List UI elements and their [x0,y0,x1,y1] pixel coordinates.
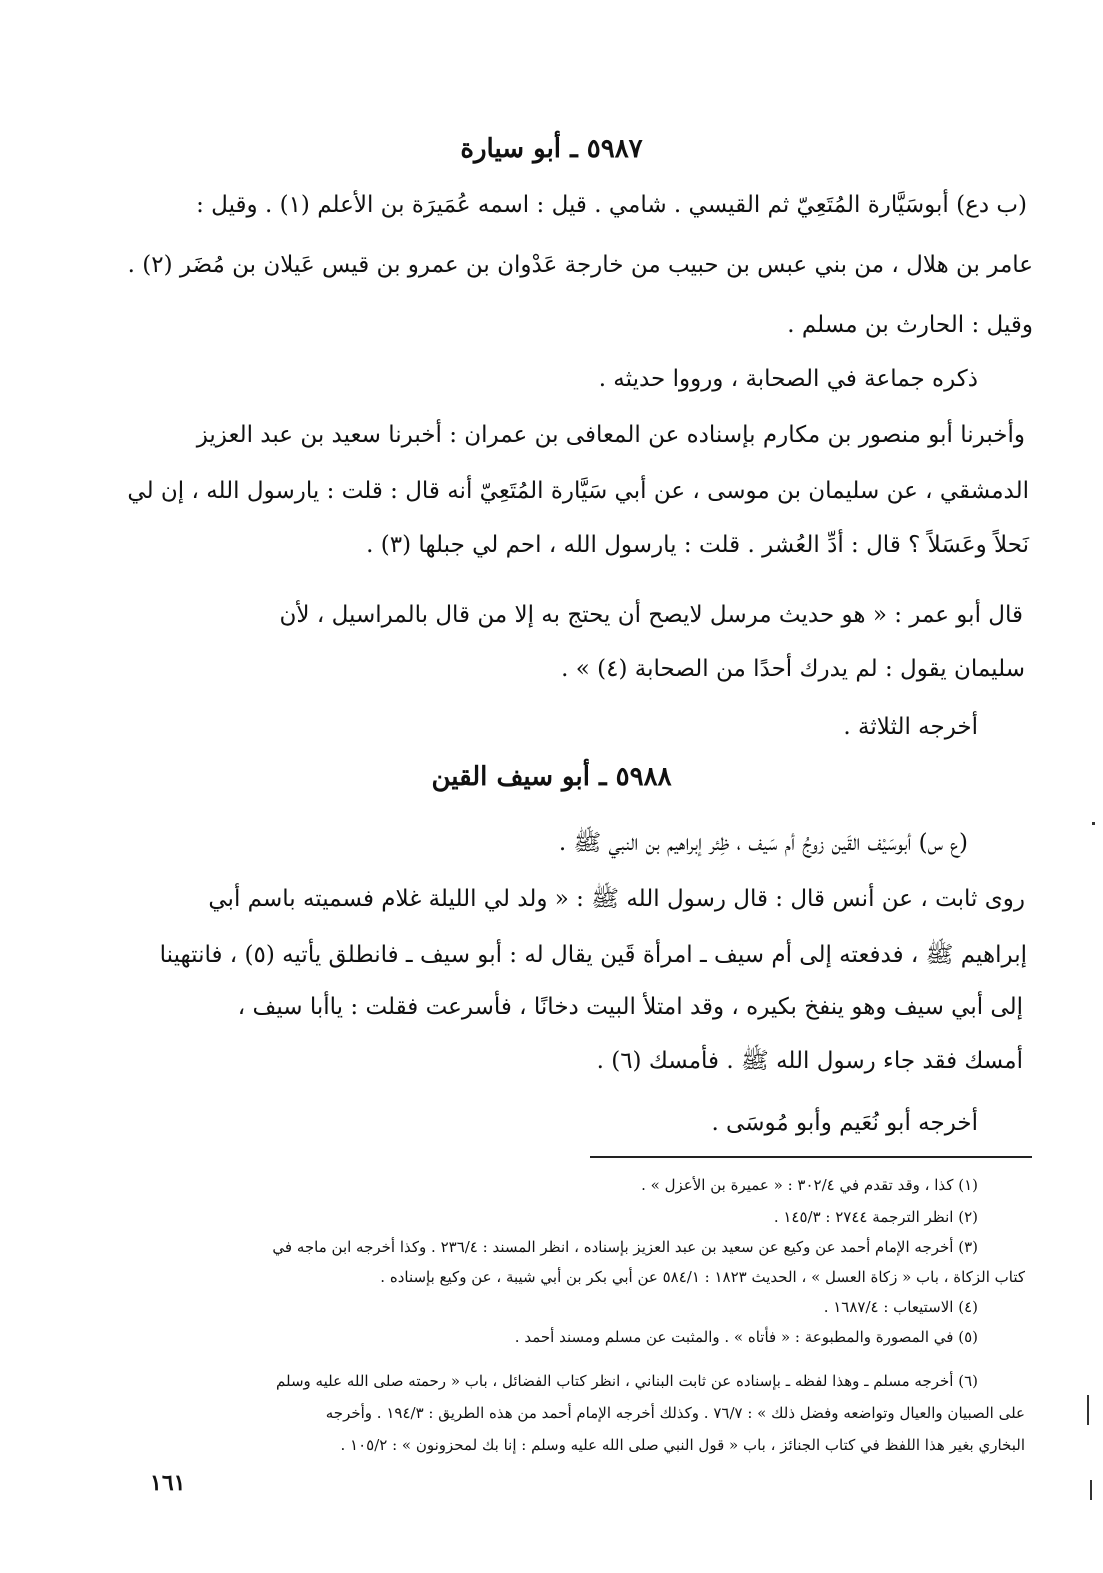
footnote: (٢) انظر الترجمة ٢٧٤٤ : ١٤٥/٣ . [773,1208,978,1226]
footnote: (١) كذا ، وقد تقدم في ٣٠٢/٤ : « عميرة بن الأعزل » . [641,1176,978,1194]
body-line: (ب دع) أبوسَيَّارة المُتَعِيّ ثم القيسي . شامي . قيل : اسمه عُمَيرَة بن الأعلم (١) . وقيل : [196,192,1027,218]
body-line: نَحلاً وعَسَلاً ؟ قال : أدِّ العُشر . قلت : يارسول الله ، احم لي جبلها (٣) . [366,532,1029,558]
footnote: (٥) في المصورة والمطبوعة : « فأتاه » . والمثبت عن مسلم ومسند أحمد . [514,1328,978,1346]
page-number: ١٦١ [150,1470,186,1496]
scan-edge-mark [1090,1480,1092,1500]
body-line: (ع س) أبوسَيْف القَين زوجُ أم سَيف ، ظِئر إبراهيم بن النبي ﷺ . [558,830,968,856]
body-line: إلى أبي سيف وهو ينفخ بكيره ، وقد امتلأ البيت دخانًا ، فأسرعت فقلت : ياأبا سيف ، [237,994,1023,1020]
footnote: (٤) الاستيعاب : ١٦٨٧/٤ . [823,1298,978,1316]
body-line: أخرجه أبو نُعَيم وأبو مُوسَى . [711,1110,978,1136]
footnote: (٦) أخرجه مسلم ـ وهذا لفظه ـ بإسناده عن ثابت البناني ، انظر كتاب الفضائل ، باب « رحمته صلى الله عليه وسلم [276,1372,978,1390]
body-line: قال أبو عمر : « هو حديث مرسل لايصح أن يحتج به إلا من قال بالمراسيل ، لأن [279,602,1023,628]
entry-heading: ٥٩٨٨ ـ أبو سيف القين [431,762,672,792]
scan-edge-mark [1092,822,1095,825]
footnote: (٣) أخرجه الإمام أحمد عن وكيع عن سعيد بن عبد العزيز بإسناده ، انظر المسند : ٢٣٦/٤ . وكذا أخرجه ابن ماجه في [272,1238,978,1256]
footnote-divider [590,1156,1032,1158]
body-line: عامر بن هلال ، من بني عبس بن حبيب من خارجة عَدْوان بن عمرو بن قيس عَيلان بن مُضَر (٢) . [127,252,1033,278]
body-line: الدمشقي ، عن سليمان بن موسى ، عن أبي سَيَّارة المُتَعِيّ أنه قال : قلت : يارسول الله ، إن لي [127,478,1029,504]
body-line: وأخبرنا أبو منصور بن مكارم بإسناده عن المعافى بن عمران : أخبرنا سعيد بن عبد العزيز [196,422,1025,448]
footnote: على الصبيان والعيال وتواضعه وفضل ذلك » : ٧٦/٧ . وكذلك أخرجه الإمام أحمد من هذه الطريق : ١٩٤/٣ . وأخرجه [325,1404,1025,1422]
body-line: أمسك فقد جاء رسول الله ﷺ . فأمسك (٦) . [596,1048,1023,1074]
body-line: روى ثابت ، عن أنس قال : قال رسول الله ﷺ : « ولد لي الليلة غلام فسميته باسم أبي [208,886,1025,912]
body-line: سليمان يقول : لم يدرك أحدًا من الصحابة (٤) » . [561,656,1025,682]
footnote: البخاري بغير هذا اللفظ في كتاب الجنائز ، باب « قول النبي صلى الله عليه وسلم : إنا بك لمحزونون » : ١٠٥/٢ . [340,1436,1025,1454]
body-line: إبراهيم ﷺ ، فدفعته إلى أم سيف ـ امرأة قَين يقال له : أبو سيف ـ فانطلق يأتيه (٥) ، فانتهينا [159,942,1027,968]
body-line: ذكره جماعة في الصحابة ، ورووا حديثه . [598,366,978,392]
body-line: أخرجه الثلاثة . [843,714,978,740]
scan-edge-mark [1087,1395,1089,1425]
entry-heading: ٥٩٨٧ ـ أبو سيارة [460,134,643,164]
footnote: كتاب الزكاة ، باب « زكاة العسل » ، الحديث ١٨٢٣ : ٥٨٤/١ عن أبي بكر بن أبي شيبة ، عن وكيع بإسناده . [380,1268,1025,1286]
body-line: وقيل : الحارث بن مسلم . [787,312,1033,338]
